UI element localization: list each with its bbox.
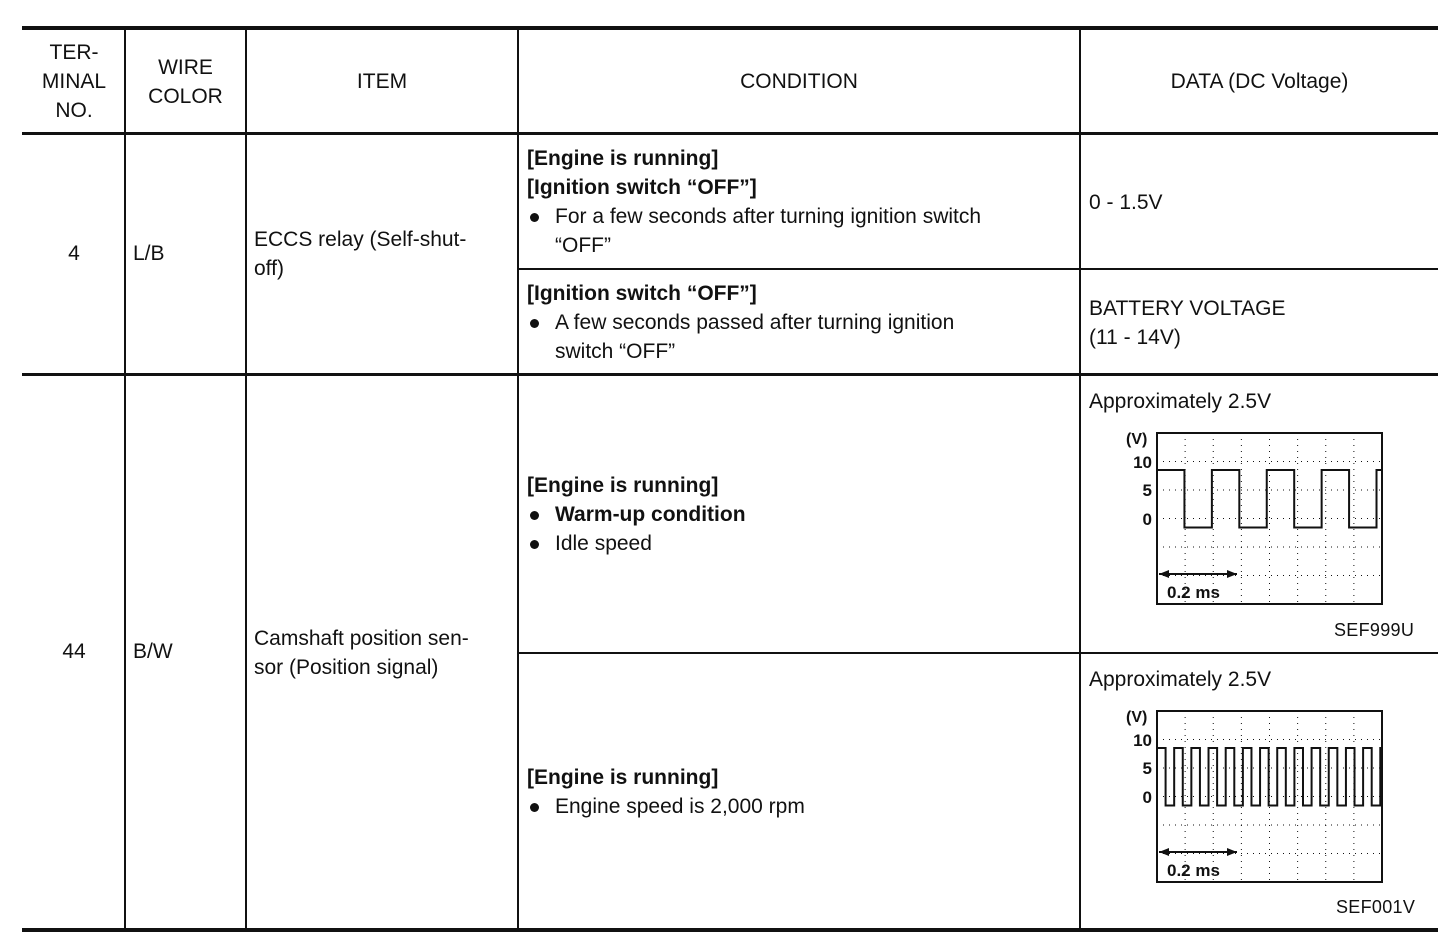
condition-cell bbox=[527, 279, 1072, 366]
condition-heading: [Engine is running] bbox=[527, 474, 719, 497]
header-data: DATA (DC Voltage) bbox=[1170, 70, 1349, 93]
table-bottom-rule bbox=[22, 928, 1438, 932]
waveform-chart bbox=[1124, 702, 1386, 888]
bullet-text-line: “OFF” bbox=[555, 234, 611, 257]
arrow-head bbox=[1159, 570, 1169, 578]
y-tick-label: 5 bbox=[1142, 481, 1152, 500]
data-line: (11 - 14V) bbox=[1089, 326, 1181, 349]
y-axis-unit: (V) bbox=[1126, 431, 1148, 448]
row-44-divider bbox=[518, 652, 1438, 654]
header-condition: CONDITION bbox=[740, 70, 858, 93]
header-terminal-line: MINAL bbox=[41, 70, 107, 93]
time-scale-label: 0.2 ms bbox=[1167, 861, 1220, 880]
header-terminal-line: TER- bbox=[49, 41, 99, 64]
oscilloscope-waveform bbox=[1124, 424, 1386, 610]
bullet-text-line: switch “OFF” bbox=[555, 340, 676, 363]
col-divider-4 bbox=[1079, 28, 1081, 930]
bullet-text-line: Idle speed bbox=[555, 532, 652, 555]
signal-trace bbox=[1157, 470, 1382, 528]
item-line: Camshaft position sen- bbox=[254, 627, 469, 650]
bullet-text-line: For a few seconds after turning ignition switch bbox=[555, 205, 982, 228]
header-terminal-no bbox=[24, 38, 124, 125]
bullet-text-line: Warm-up condition bbox=[555, 503, 746, 526]
terminal-no: 44 bbox=[62, 640, 86, 663]
item-line: off) bbox=[254, 257, 284, 280]
item-line: sor (Position signal) bbox=[254, 656, 439, 679]
data-line: BATTERY VOLTAGE bbox=[1089, 297, 1286, 320]
condition-heading: [Ignition switch “OFF”] bbox=[527, 176, 757, 199]
condition-bullet bbox=[527, 792, 1072, 821]
condition-heading: [Engine is running] bbox=[527, 766, 719, 789]
data-value: 0 - 1.5V bbox=[1089, 191, 1163, 214]
bullet-text-line: A few seconds passed after turning ignition bbox=[555, 311, 955, 334]
condition-cell bbox=[527, 763, 1072, 821]
data-value bbox=[1089, 294, 1285, 352]
waveform-chart bbox=[1124, 424, 1386, 610]
y-tick-label: 10 bbox=[1133, 453, 1152, 472]
y-tick-label: 0 bbox=[1142, 788, 1152, 807]
row-4-divider bbox=[518, 268, 1438, 270]
y-tick-label: 5 bbox=[1142, 759, 1152, 778]
condition-bullet bbox=[527, 308, 1072, 366]
item-name bbox=[254, 225, 512, 283]
condition-cell bbox=[527, 471, 1072, 558]
header-item: ITEM bbox=[356, 70, 408, 93]
condition-heading: [Ignition switch “OFF”] bbox=[527, 282, 757, 305]
y-tick-label: 0 bbox=[1142, 510, 1152, 529]
row-divider bbox=[22, 373, 1438, 376]
col-divider-1 bbox=[124, 28, 126, 930]
arrow-head bbox=[1227, 848, 1237, 856]
item-line: ECCS relay (Self-shut- bbox=[254, 228, 467, 251]
condition-bullet bbox=[527, 202, 1072, 260]
condition-bullet bbox=[527, 500, 1072, 529]
header-wire-color bbox=[126, 53, 245, 111]
arrow-head bbox=[1227, 570, 1237, 578]
col-divider-3 bbox=[517, 28, 519, 930]
data-value: Approximately 2.5V bbox=[1089, 668, 1272, 691]
y-tick-label: 10 bbox=[1133, 731, 1152, 750]
item-name bbox=[254, 624, 512, 682]
condition-heading: [Engine is running] bbox=[527, 147, 719, 170]
condition-bullet bbox=[527, 529, 1072, 558]
y-axis-unit: (V) bbox=[1126, 709, 1148, 726]
header-bottom-rule bbox=[22, 132, 1438, 135]
header-wire-line: COLOR bbox=[148, 85, 223, 108]
signal-trace bbox=[1157, 748, 1382, 806]
header-terminal-line: NO. bbox=[55, 99, 93, 122]
condition-cell bbox=[527, 144, 1072, 260]
time-scale-label: 0.2 ms bbox=[1167, 583, 1220, 602]
arrow-head bbox=[1159, 848, 1169, 856]
figure-code: SEF001V bbox=[1336, 897, 1416, 917]
col-divider-2 bbox=[245, 28, 247, 930]
figure-code: SEF999U bbox=[1334, 620, 1415, 640]
wire-color: L/B bbox=[133, 242, 165, 265]
header-wire-line: WIRE bbox=[158, 56, 213, 79]
table-top-rule bbox=[22, 26, 1438, 30]
oscilloscope-waveform bbox=[1124, 702, 1386, 888]
terminal-no: 4 bbox=[68, 242, 80, 265]
data-value: Approximately 2.5V bbox=[1089, 390, 1272, 413]
wire-color: B/W bbox=[133, 640, 173, 663]
bullet-text-line: Engine speed is 2,000 rpm bbox=[555, 795, 805, 818]
